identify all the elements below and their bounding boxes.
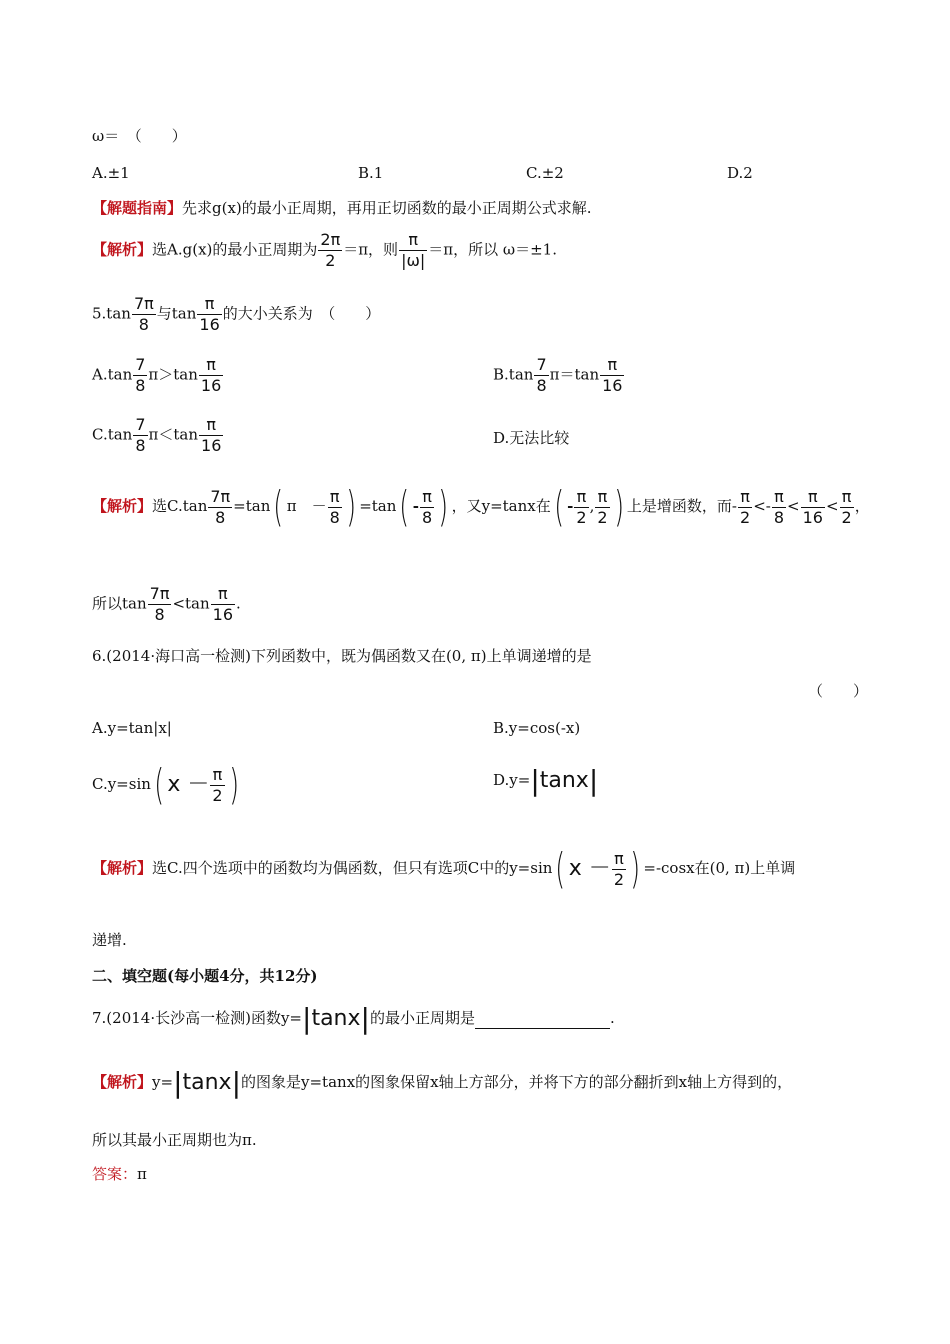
- math-token: |: [231, 1066, 242, 1099]
- math-token: ，: [854, 497, 870, 515]
- math-token: π: [329, 486, 340, 506]
- fraction: [210, 765, 224, 806]
- math-token: ): [228, 760, 239, 809]
- answer-tag: 答案：: [92, 1165, 138, 1183]
- hint-text: 先求g(x)的最小正周期，再用正切函数的最小正周期公式求解.: [182, 199, 592, 217]
- q4-option-c: C.±2: [526, 164, 564, 182]
- math-token: ): [346, 482, 356, 531]
- math-token: 与tan: [156, 304, 197, 323]
- q4-option-d: D.2: [727, 164, 753, 182]
- question-5: [92, 294, 380, 335]
- fraction: [132, 294, 156, 335]
- math-token: 的图象是y=tanx的图象保留x轴上方部分，并将下方的部分翻折到x轴上方得到的，: [241, 1073, 793, 1091]
- fraction: [133, 355, 147, 396]
- math-token: <tan: [172, 594, 210, 613]
- fraction: [399, 230, 427, 271]
- math-token: tanx: [182, 1070, 232, 1095]
- fraction: [318, 230, 342, 271]
- math-token: x －: [167, 772, 210, 797]
- math-token: -: [412, 497, 420, 515]
- solution-5-end: [92, 584, 241, 625]
- answer-stem: ω＝ （ ）: [92, 127, 187, 145]
- math-token: .: [236, 594, 241, 613]
- math-token: 16: [212, 605, 234, 624]
- answer-value: π: [137, 1165, 147, 1183]
- math-token: 7: [536, 355, 547, 374]
- solution-tag: 【解析】: [92, 859, 153, 877]
- math-token: (: [555, 844, 566, 893]
- q6-option-b: B.y=cos(-x): [493, 719, 581, 737]
- fraction: [199, 355, 223, 396]
- q5-option-b: [493, 355, 625, 396]
- math-token: <: [825, 497, 839, 515]
- solution-text: ＝π，则: [343, 240, 399, 259]
- math-token: -: [567, 497, 574, 515]
- solution-7-end: 所以其最小正周期也为π.: [92, 1131, 257, 1149]
- math-token: π: [212, 764, 223, 784]
- fraction: [600, 355, 624, 396]
- math-token: π: [841, 486, 852, 506]
- math-token: |: [173, 1066, 183, 1099]
- math-token: 的最小正周期是: [369, 1009, 475, 1027]
- math-token: C.y=sin: [92, 775, 151, 793]
- q4-option-a: A.±1: [92, 164, 130, 182]
- math-token: ,: [589, 497, 595, 515]
- math-token: 16: [602, 376, 623, 395]
- q6-option-a: A.y=tan|x|: [92, 719, 172, 737]
- fraction: [534, 355, 548, 396]
- solution-6-end: 递增.: [92, 931, 127, 949]
- math-token: 8: [329, 507, 340, 527]
- math-token: |: [302, 1002, 312, 1035]
- math-token: (: [273, 482, 284, 531]
- fraction: [772, 487, 786, 528]
- fraction: [199, 415, 223, 456]
- math-token: ): [438, 482, 449, 531]
- math-token: 2: [318, 250, 342, 271]
- math-token: π＝tan: [549, 365, 600, 384]
- math-token: 8: [422, 507, 433, 527]
- hint-line: [92, 198, 592, 218]
- q5-option-d: D.无法比较: [493, 429, 570, 447]
- math-token: 的大小关系为 （ ）: [222, 304, 381, 323]
- section-heading: 二、填空题(每小题4分，共12分): [92, 967, 318, 985]
- solution-tag: 【解析】: [92, 497, 153, 515]
- math-token: 7π: [149, 584, 170, 603]
- solution-4: [92, 230, 557, 271]
- math-token: 2: [597, 507, 608, 527]
- math-token: π: [607, 355, 618, 374]
- solution-tag: 【解析】: [92, 240, 153, 259]
- math-token: .: [609, 1009, 615, 1027]
- math-token: 16: [199, 315, 220, 334]
- math-token: <: [787, 497, 800, 515]
- math-token: |: [530, 764, 540, 797]
- math-token: 8: [135, 436, 146, 455]
- q5-option-a: [92, 355, 224, 396]
- math-token: (: [399, 482, 410, 531]
- math-token: π: [218, 584, 228, 603]
- math-token: π: [576, 486, 587, 506]
- math-token: 8: [208, 507, 232, 528]
- fraction: [208, 487, 232, 528]
- math-token: |ω|: [401, 251, 426, 270]
- q5-option-c: [92, 415, 224, 456]
- math-token: =tan: [233, 497, 271, 515]
- math-token: ): [613, 482, 624, 531]
- math-token: π: [597, 486, 608, 506]
- math-token: π: [807, 486, 818, 506]
- math-token: 2: [740, 507, 751, 527]
- math-token: 2: [613, 869, 624, 889]
- math-token: tanx: [311, 1006, 361, 1031]
- answer-line: [92, 1164, 147, 1184]
- math-token: ，又y=tanx在: [451, 497, 551, 515]
- math-token: 2: [576, 507, 587, 527]
- math-token: |: [360, 1002, 370, 1035]
- math-token: 7π: [133, 294, 154, 313]
- math-token: 7: [135, 355, 146, 374]
- math-token: 所以tan: [92, 594, 147, 613]
- math-token: 7.(2014·长沙高一检测)函数y=: [92, 1009, 303, 1027]
- question-6: 6.(2014·海口高一检测)下列函数中，既为偶函数又在(0, π)上单调递增的是: [92, 647, 592, 665]
- math-token: π －: [286, 497, 327, 515]
- math-token: 8: [773, 507, 785, 527]
- math-token: π: [774, 486, 784, 506]
- fraction: [840, 487, 854, 528]
- math-token: 8: [135, 376, 146, 395]
- math-token: =tan: [359, 497, 397, 515]
- math-token: 5.tan: [92, 304, 131, 323]
- math-token: |: [588, 764, 599, 797]
- math-token: (: [554, 482, 564, 531]
- math-token: C.tan: [92, 425, 133, 444]
- math-token: 8: [536, 376, 547, 395]
- q4-option-b: B.1: [358, 164, 384, 182]
- math-token: π: [422, 486, 432, 506]
- solution-6: [92, 846, 795, 892]
- fraction: [574, 487, 588, 528]
- solution-text: ＝π，所以 ω＝±1.: [428, 240, 557, 259]
- math-token: π: [614, 848, 624, 868]
- hint-tag: 【解题指南】: [92, 199, 183, 217]
- math-token: x －: [568, 856, 611, 881]
- math-token: =-cosx在(0, π)上单调: [643, 859, 796, 877]
- math-token: 16: [200, 376, 222, 395]
- math-token: D.y=: [493, 771, 531, 789]
- solution-tag: 【解析】: [92, 1073, 153, 1091]
- math-token: B.tan: [493, 365, 534, 384]
- math-token: 上是增函数，而-: [626, 497, 737, 515]
- fraction: [211, 584, 235, 625]
- math-token: π: [204, 294, 215, 313]
- math-token: π: [408, 230, 418, 249]
- solution-5: [92, 484, 870, 530]
- question-7: [92, 1002, 615, 1035]
- math-token: π＞tan: [148, 365, 198, 384]
- fraction: [595, 487, 609, 528]
- q6-answer-paren: （ ）: [808, 682, 869, 700]
- fraction: [328, 487, 342, 528]
- math-token: tanx: [539, 768, 589, 793]
- math-token: ): [630, 844, 641, 893]
- math-token: <-: [753, 497, 771, 515]
- math-token: 8: [132, 314, 156, 335]
- q6-option-c: [92, 762, 242, 808]
- math-token: 选C.四个选项中的函数均为偶函数，但只有选项C中的y=sin: [152, 859, 553, 877]
- solution-7: [92, 1066, 793, 1099]
- math-token: 7π: [210, 486, 231, 506]
- math-token: 2π: [320, 230, 341, 249]
- fraction: [612, 849, 626, 890]
- fraction: [197, 294, 221, 335]
- fraction: [420, 487, 434, 528]
- math-token: 16: [802, 507, 823, 527]
- math-token: 2: [212, 785, 223, 805]
- answer-blank[interactable]: [475, 1012, 610, 1029]
- fraction: [738, 487, 752, 528]
- q6-option-d: [493, 764, 599, 797]
- math-token: 16: [201, 436, 222, 455]
- math-token: A.tan: [92, 365, 133, 384]
- math-token: 选C.tan: [152, 497, 208, 515]
- math-token: π: [740, 486, 750, 506]
- math-token: 8: [148, 604, 172, 625]
- math-token: (: [154, 760, 165, 809]
- math-token: π＜tan: [148, 425, 199, 444]
- fraction: [801, 487, 825, 528]
- math-token: 7: [135, 415, 146, 434]
- math-token: π: [206, 355, 216, 374]
- fraction: [133, 415, 147, 456]
- solution-text: 选A.g(x)的最小正周期为: [152, 240, 318, 259]
- math-token: 2: [841, 507, 852, 527]
- math-token: y=: [152, 1073, 174, 1091]
- fraction: [148, 584, 172, 625]
- math-token: π: [206, 415, 217, 434]
